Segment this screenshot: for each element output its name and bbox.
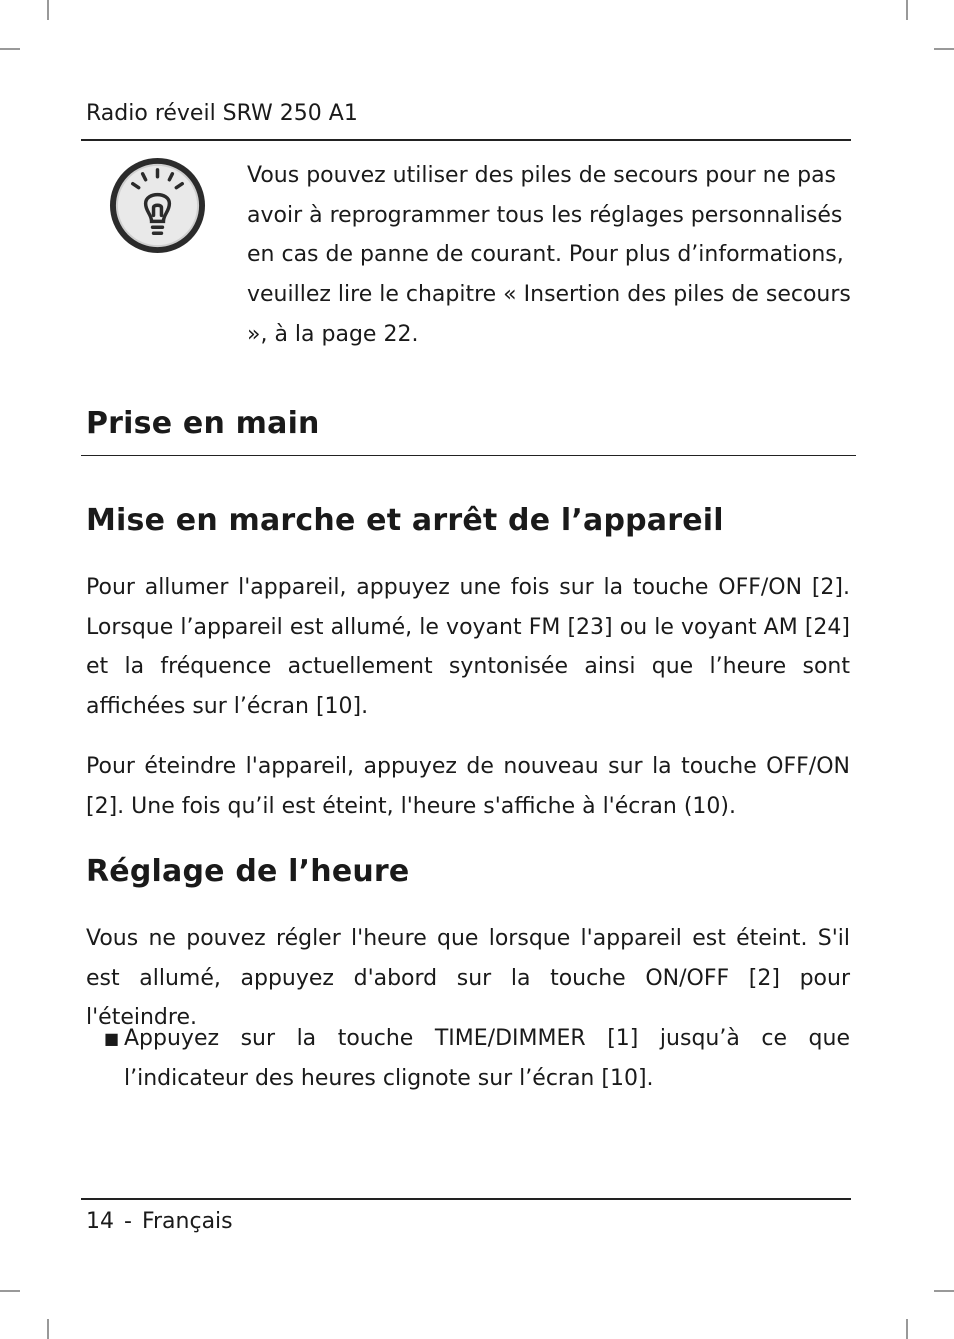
paragraph-time-setting: Vous ne pouvez régler l'heure que lorsque l'appareil est éteint. S'il est allumé, appuyez d'abord sur la touche ON/OFF [2] pour l'éteindre. xyxy=(86,926,850,1031)
list-item xyxy=(104,1019,850,1098)
paragraph-power-off: Pour éteindre l'appareil, appuyez de nouveau sur la touche OFF/ON [2]. Une fois qu’il est éteint, l'heure s'affiche à l'écran (10). xyxy=(86,754,850,819)
crop-mark xyxy=(0,48,20,50)
subsection-title-mise-en-marche: Mise en marche et arrêt de l’appareil xyxy=(86,503,724,538)
tip-note-text: Vous pouvez utiliser des piles de secours pour ne pas avoir à reprogrammer tous les réglages personnalisés en cas de panne de courant. Pour plus d’informations, veuillez lire le chapitre « Insertion des piles de secours », à la page 22. xyxy=(247,163,851,347)
crop-mark xyxy=(906,0,908,20)
header-rule xyxy=(81,139,851,141)
tip-note xyxy=(247,156,851,355)
crop-mark xyxy=(47,0,49,20)
list-item-text: Appuyez sur la touche TIME/DIMMER [1] jusqu’à ce que l’indicateur des heures clignote sur l’écran [10]. xyxy=(124,1026,850,1091)
page-number: 14 xyxy=(86,1209,114,1234)
crop-mark xyxy=(47,1319,49,1339)
footer-separator: - xyxy=(124,1209,132,1234)
paragraph-power-on: Pour allumer l'appareil, appuyez une fois sur la touche OFF/ON [2]. Lorsque l’appareil est allumé, le voyant FM [23] ou le voyant AM [24] et la fréquence actuellement syntonisée ainsi que l’heure sont affichées sur l’écran [10]. xyxy=(86,575,850,720)
crop-mark xyxy=(934,48,954,50)
running-header: Radio réveil SRW 250 A1 xyxy=(86,101,358,126)
crop-mark xyxy=(0,1290,20,1292)
lightbulb-tip-icon xyxy=(108,156,207,255)
subsection-title-reglage-heure: Réglage de l’heure xyxy=(86,854,410,889)
footer-language: Français xyxy=(141,1209,233,1234)
section-title-prise-en-main: Prise en main xyxy=(86,406,320,441)
crop-mark xyxy=(906,1319,908,1339)
page-footer xyxy=(86,1207,233,1237)
footer-rule xyxy=(81,1198,851,1200)
section-rule xyxy=(81,455,856,456)
crop-mark xyxy=(934,1290,954,1292)
square-bullet-icon: ■ xyxy=(104,1029,120,1048)
